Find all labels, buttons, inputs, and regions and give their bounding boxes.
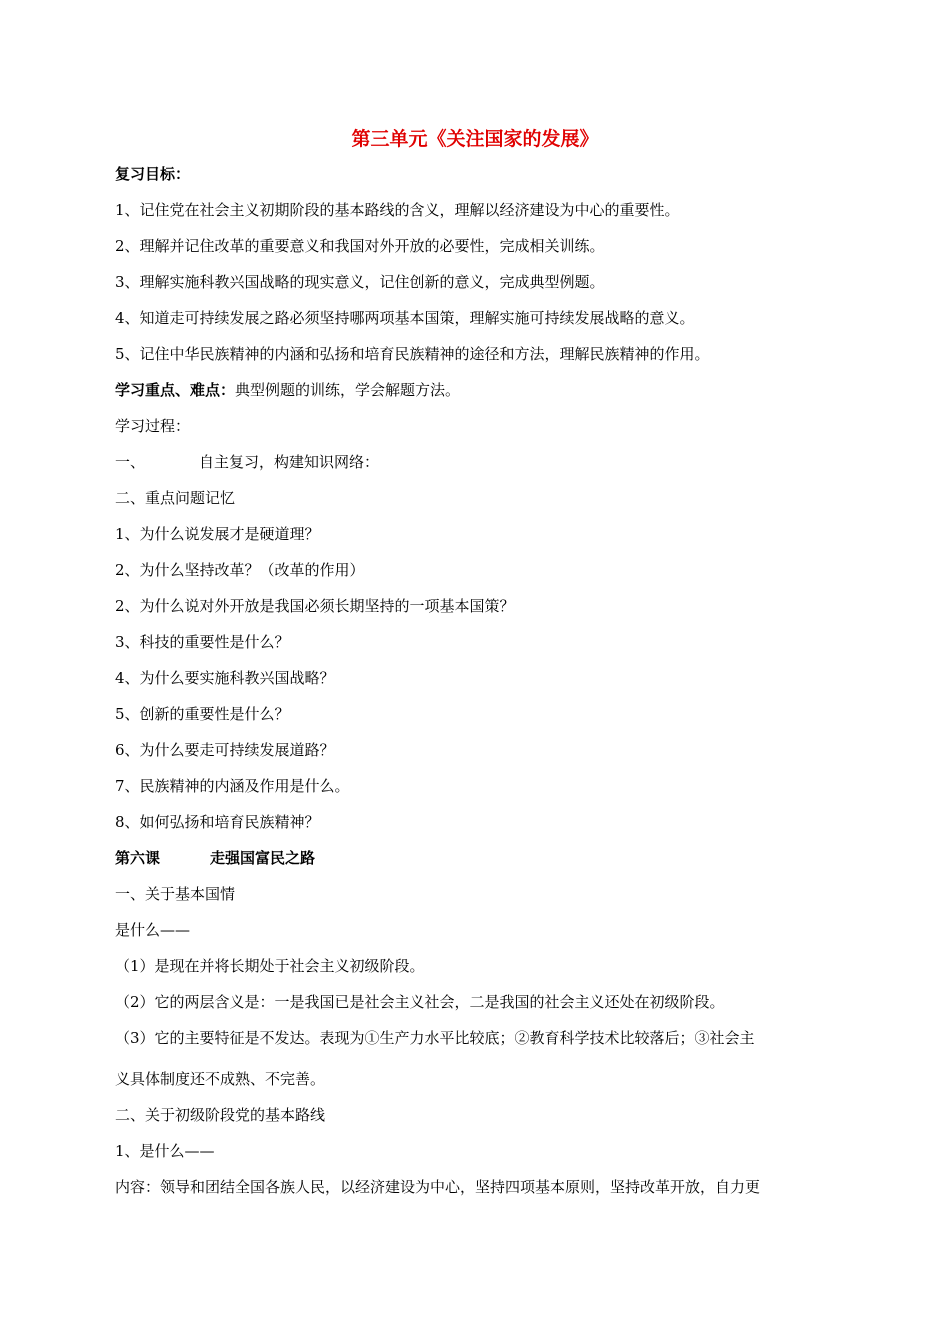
question-item: 2、为什么说对外开放是我国必须长期坚持的一项基本国策？ xyxy=(115,597,515,615)
lesson-heading xyxy=(115,848,845,868)
list-item: （3）它的主要特征是不发达。表现为①生产力水平比较底；②教育科学技术比较落后；③社会主 xyxy=(115,1029,755,1047)
key-points-text: 典型例题的训练，学会解题方法。 xyxy=(235,381,461,399)
question-item: 3、科技的重要性是什么？ xyxy=(115,633,290,651)
list-item-continued: 义具体制度还不成熟、不完善。 xyxy=(115,1070,326,1088)
goal-item: 2、理解并记住改革的重要意义和我国对外开放的必要性，完成相关训练。 xyxy=(115,237,605,255)
question-item: 7、民族精神的内涵及作用是什么。 xyxy=(115,777,350,795)
section-heading: 二、关于初级阶段党的基本路线 xyxy=(115,1106,326,1124)
question-item: 4、为什么要实施科教兴国战略？ xyxy=(115,669,335,687)
step-two: 二、重点问题记忆 xyxy=(115,489,236,507)
question-item: 6、为什么要走可持续发展道路？ xyxy=(115,741,335,759)
question-item: 1、为什么说发展才是硬道理？ xyxy=(115,525,320,543)
step-one-number: 一、 xyxy=(115,453,146,471)
list-item: （2）它的两层含义是：一是我国已是社会主义社会，二是我国的社会主义还处在初级阶段。 xyxy=(115,993,725,1011)
goal-item: 5、记住中华民族精神的内涵和弘扬和培育民族精神的途径和方法，理解民族精神的作用。 xyxy=(115,345,710,363)
list-item: （1）是现在并将长期处于社会主义初级阶段。 xyxy=(115,957,425,975)
question-item: 2、为什么坚持改革？（改革的作用） xyxy=(115,561,365,579)
lesson-number: 第六课 xyxy=(115,849,161,867)
section-heading: 一、关于基本国情 xyxy=(115,885,236,903)
key-points xyxy=(115,380,845,400)
what-is-label: 是什么—— xyxy=(115,921,191,939)
goal-item: 4、知道走可持续发展之路必须坚持哪两项基本国策，理解实施可持续发展战略的意义。 xyxy=(115,309,695,327)
goal-item: 1、记住党在社会主义初期阶段的基本路线的含义，理解以经济建设为中心的重要性。 xyxy=(115,201,680,219)
content-line: 内容：领导和团结全国各族人民，以经济建设为中心，坚持四项基本原则，坚持改革开放，自力更 xyxy=(115,1178,761,1196)
question-item: 8、如何弘扬和培育民族精神？ xyxy=(115,813,320,831)
goal-item: 3、理解实施科教兴国战略的现实意义，记住创新的意义，完成典型例题。 xyxy=(115,273,605,291)
lesson-title: 走强国富民之路 xyxy=(210,849,316,867)
key-points-label: 学习重点、难点： xyxy=(115,381,236,399)
goals-heading: 复习目标： xyxy=(115,165,191,183)
what-is-label: 1、是什么—— xyxy=(115,1142,215,1160)
page-title: 第三单元《关注国家的发展》 xyxy=(351,128,599,150)
question-item: 5、创新的重要性是什么？ xyxy=(115,705,290,723)
step-one-text: 自主复习，构建知识网络： xyxy=(199,453,380,471)
step-one xyxy=(115,452,845,472)
process-heading: 学习过程： xyxy=(115,417,191,435)
